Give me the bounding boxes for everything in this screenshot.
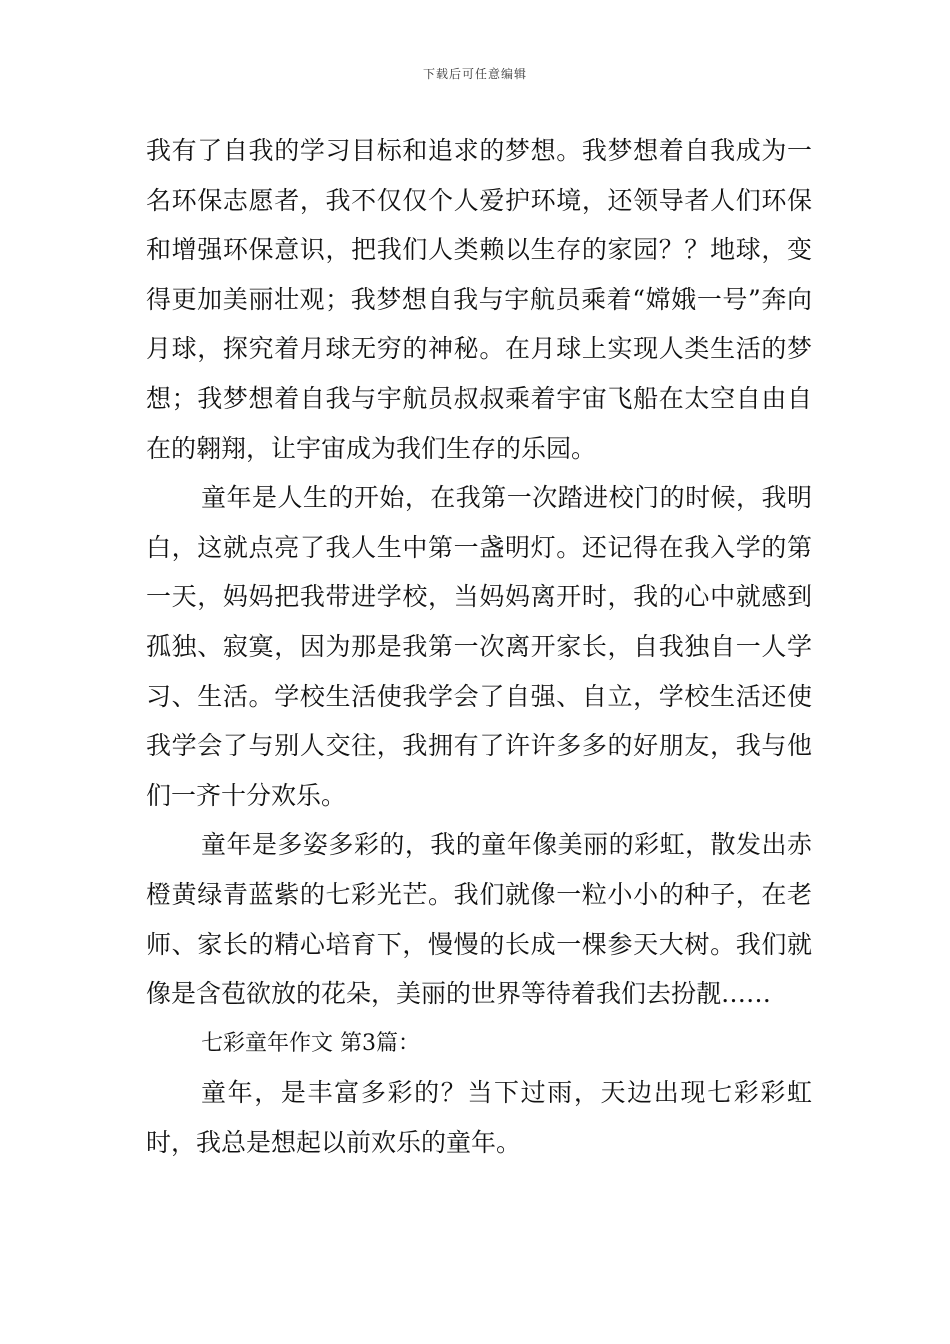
section-heading: 七彩童年作文 第3篇： (201, 1030, 420, 1056)
paragraph-3: 童年是多姿多彩的，我的童年像美丽的彩虹，散发出赤橙黄绿青蓝紫的七彩光芒。我们就像一粒小小的种子，在老师、家长的精心培育下，慢慢的长成一棵参天大树。我们就像是含苞欲放的花朵，美丽的世界等待着我们去扮靓…… (146, 830, 812, 1009)
paragraph-4: 童年，是丰富多彩的？当下过雨，天边出现七彩彩虹时，我总是想起以前欢乐的童年。 (146, 1078, 812, 1157)
document-body (146, 126, 812, 1167)
page-header: 下载后可任意编辑 (422, 67, 527, 81)
paragraph-2: 童年是人生的开始，在我第一次踏进校门的时候，我明白，这就点亮了我人生中第一盏明灯。还记得在我入学的第一天，妈妈把我带进学校，当妈妈离开时，我的心中就感到孤独、寂寞，因为那是我第一次离开家长，自我独自一人学习、生活。学校生活使我学会了自强、自立，学校生活还使我学会了与别人交往，我拥有了许许多多的好朋友，我与他们一齐十分欢乐。 (146, 483, 812, 810)
paragraph-1: 我有了自我的学习目标和追求的梦想。我梦想着自我成为一名环保志愿者，我不仅仅个人爱护环境，还领导者人们环保和增强环保意识，把我们人类赖以生存的家园？？地球，变得更加美丽壮观；我梦想自我与宇航员乘着“嫦娥一号”奔向月球，探究着月球无穷的神秘。在月球上实现人类生活的梦想；我梦想着自我与宇航员叔叔乘着宇宙飞船在太空自由自在的翱翔，让宇宙成为我们生存的乐园。 (146, 136, 812, 463)
